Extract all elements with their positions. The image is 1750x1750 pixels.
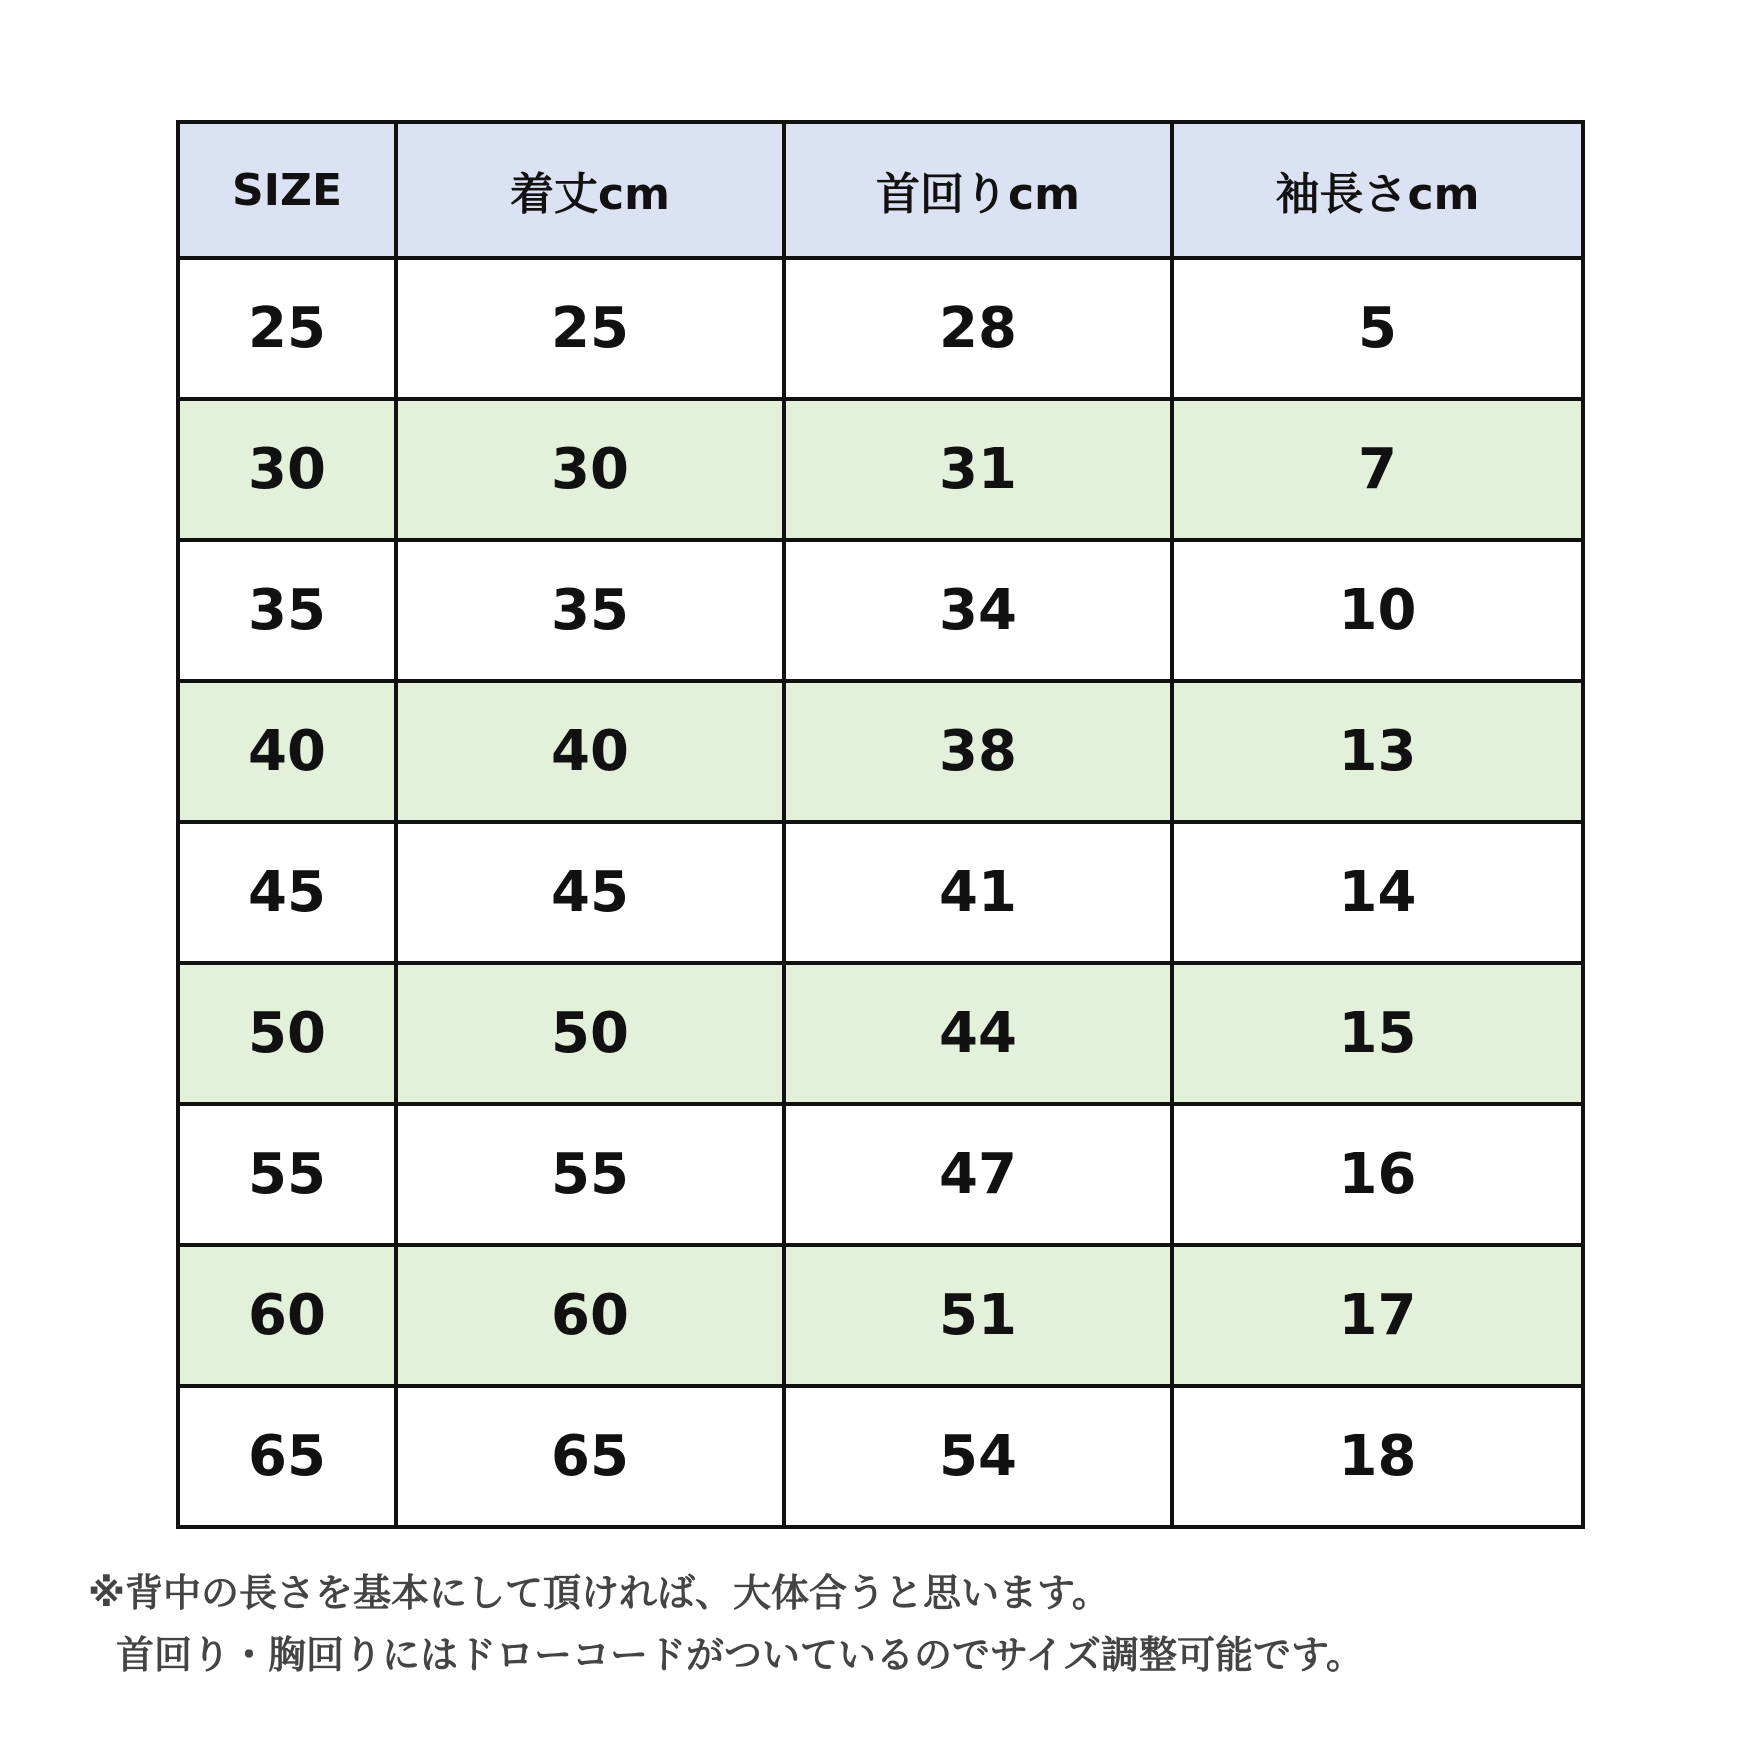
- table-row: [178, 258, 1583, 399]
- table-row: [178, 1104, 1583, 1245]
- cell-sleeve: 7: [1172, 399, 1583, 540]
- cell-neck: 34: [784, 540, 1172, 681]
- cell-sleeve: 17: [1172, 1245, 1583, 1386]
- cell-sleeve: 10: [1172, 540, 1583, 681]
- header-size: SIZE: [178, 122, 396, 258]
- cell-size: 65: [178, 1386, 396, 1527]
- table-row: [178, 822, 1583, 963]
- header-length: 着丈cm: [396, 122, 784, 258]
- table-row: [178, 963, 1583, 1104]
- header-row: [178, 122, 1583, 258]
- header-neck: 首回りcm: [784, 122, 1172, 258]
- cell-length: 60: [396, 1245, 784, 1386]
- cell-sleeve: 5: [1172, 258, 1583, 399]
- cell-size: 45: [178, 822, 396, 963]
- cell-neck: 47: [784, 1104, 1172, 1245]
- table-row: [178, 540, 1583, 681]
- cell-size: 55: [178, 1104, 396, 1245]
- cell-sleeve: 16: [1172, 1104, 1583, 1245]
- table-row: [178, 399, 1583, 540]
- cell-sleeve: 14: [1172, 822, 1583, 963]
- cell-length: 45: [396, 822, 784, 963]
- cell-size: 50: [178, 963, 396, 1104]
- cell-size: 25: [178, 258, 396, 399]
- cell-sleeve: 18: [1172, 1386, 1583, 1527]
- cell-neck: 51: [784, 1245, 1172, 1386]
- table-row: [178, 681, 1583, 822]
- size-chart-table: [176, 120, 1585, 1529]
- cell-size: 30: [178, 399, 396, 540]
- cell-length: 30: [396, 399, 784, 540]
- header-sleeve: 袖長さcm: [1172, 122, 1583, 258]
- cell-sleeve: 13: [1172, 681, 1583, 822]
- cell-size: 60: [178, 1245, 396, 1386]
- cell-neck: 38: [784, 681, 1172, 822]
- cell-neck: 54: [784, 1386, 1172, 1527]
- cell-length: 55: [396, 1104, 784, 1245]
- cell-neck: 41: [784, 822, 1172, 963]
- cell-length: 35: [396, 540, 784, 681]
- cell-length: 25: [396, 258, 784, 399]
- cell-sleeve: 15: [1172, 963, 1583, 1104]
- cell-neck: 31: [784, 399, 1172, 540]
- cell-length: 65: [396, 1386, 784, 1527]
- cell-length: 40: [396, 681, 784, 822]
- cell-size: 35: [178, 540, 396, 681]
- table-row: [178, 1386, 1583, 1527]
- notes: [88, 1562, 1708, 1686]
- note-drawcord: 首回り・胸回りにはドローコードがついているのでサイズ調整可能です。: [116, 1633, 1364, 1677]
- note-back-length: ※背中の長さを基本にして頂ければ、大体合うと思います。: [88, 1571, 1110, 1615]
- cell-size: 40: [178, 681, 396, 822]
- table-row: [178, 1245, 1583, 1386]
- cell-neck: 44: [784, 963, 1172, 1104]
- cell-neck: 28: [784, 258, 1172, 399]
- cell-length: 50: [396, 963, 784, 1104]
